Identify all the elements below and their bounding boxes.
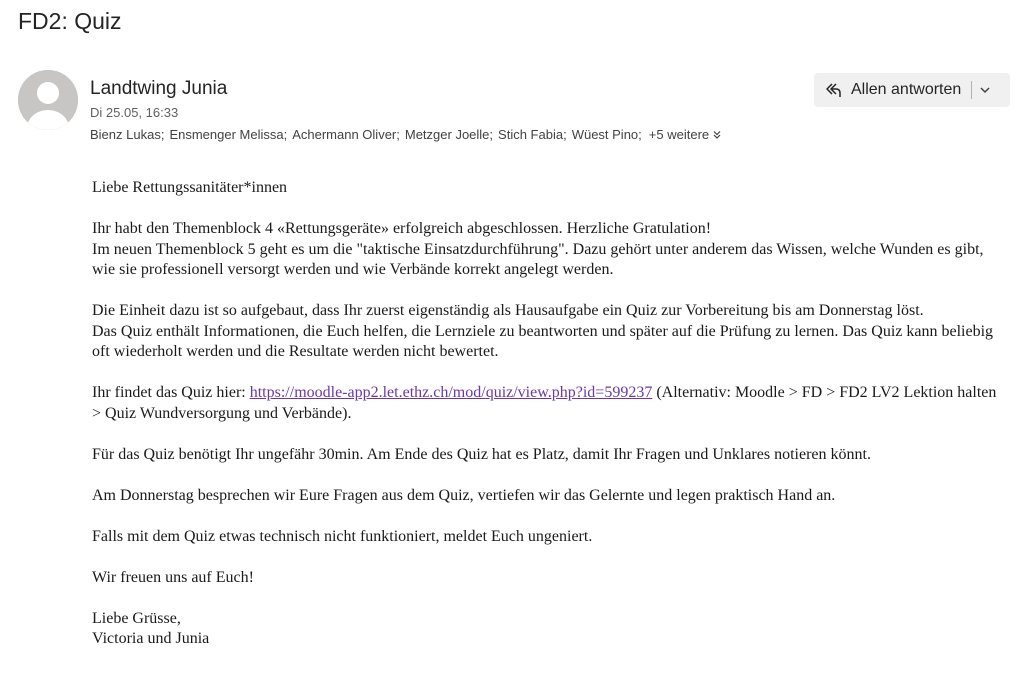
more-recipients-button[interactable] (649, 127, 722, 142)
reply-options-button[interactable] (972, 73, 998, 107)
signature: Victoria und Junia (92, 630, 210, 647)
body-paragraph: Wir freuen uns auf Euch! (92, 568, 254, 586)
body-paragraph (92, 219, 1007, 281)
reply-all-label: Allen antworten (851, 81, 962, 98)
reply-all-button[interactable] (814, 73, 961, 107)
recipient[interactable]: Bienz Lukas; (90, 127, 165, 142)
body-text: Ihr findet das Quiz hier: (92, 384, 250, 401)
recipient[interactable]: Ensmenger Melissa; (169, 127, 288, 142)
greeting: Liebe Rettungssanitäter*innen (92, 179, 288, 196)
body-paragraph: Für das Quiz benötigt Ihr ungefähr 30min. Am Ende des Quiz hat es Platz, damit Ihr Fragen und Unklares notieren könnt. (92, 445, 871, 463)
body-paragraph: Am Donnerstag besprechen wir Eure Fragen aus dem Quiz, vertiefen wir das Gelernte und legen praktisch Hand an. (92, 486, 836, 504)
body-paragraph (92, 383, 1007, 424)
sender-avatar[interactable] (18, 70, 78, 130)
body-line: Im neuen Themenblock 5 geht es um die "taktische Einsatzdurchführung". Dazu gehört unter anderem das Wissen, welche Wunden es gibt, wie sie professionell versorgt werden und wie Verbände korrekt angelegt werden. (92, 240, 984, 278)
sender-name[interactable]: Landtwing Junia (90, 78, 228, 99)
double-chevron-down-icon (712, 130, 722, 140)
reply-all-icon (824, 81, 842, 99)
recipient[interactable]: Achermann Oliver; (292, 127, 400, 142)
person-placeholder-icon (18, 70, 78, 130)
sent-date: Di 25.05, 16:33 (90, 105, 179, 120)
body-paragraph: Falls mit dem Quiz etwas technisch nicht funktioniert, meldet Euch ungeniert. (92, 527, 593, 545)
recipient[interactable]: Stich Fabia; (498, 127, 567, 142)
body-line: Ihr habt den Themenblock 4 «Rettungsgeräte» erfolgreich abgeschlossen. Herzliche Gratulation! (92, 220, 712, 237)
more-recipients-label: +5 weitere (648, 127, 710, 142)
reply-all-control (814, 73, 1010, 107)
body-line: Die Einheit dazu ist so aufgebaut, dass Ihr zuerst eigenständig als Hausaufgabe ein Quiz zur Vorbereitung bis am Donnerstag löst. (92, 302, 924, 319)
signature-block (92, 609, 1007, 650)
email-body (92, 178, 1007, 670)
closing: Liebe Grüsse, (92, 609, 181, 627)
recipient-list (90, 127, 722, 142)
body-paragraph (92, 301, 1007, 363)
recipient[interactable]: Metzger Joelle; (404, 127, 494, 142)
body-text: (Alternativ: Moodle > FD > FD2 LV2 Lektion halten > Quiz Wundversorgung und Verbände). (92, 384, 997, 422)
email-subject: FD2: Quiz (18, 8, 122, 34)
chevron-down-icon (979, 84, 991, 96)
body-line: Das Quiz enthält Informationen, die Euch helfen, die Lernziele zu beantworten und später auf die Prüfung zu lernen. Das Quiz kann beliebig oft wiederholt werden und die Resultate werden nicht bewertet. (92, 322, 994, 360)
quiz-link[interactable]: https://moodle-app2.let.ethz.ch/mod/quiz/view.php?id=599237 (249, 384, 653, 401)
recipient[interactable]: Wüest Pino; (571, 127, 642, 142)
